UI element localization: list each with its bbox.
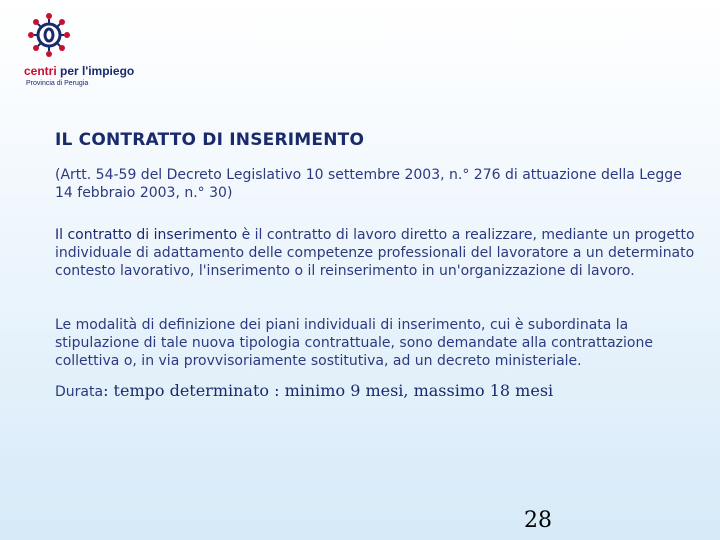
- logo-emblem-icon: [26, 12, 72, 62]
- logo-brand: [24, 64, 134, 78]
- definition-text: è il contratto di lavoro diretto a realizzare, mediante un progetto individuale di adattamento delle competenze professionali del lavoratore a un determinato contesto lavorativo, l'inserimento o il reinserimento in un'organizzazione di lavoro.: [55, 227, 695, 279]
- slide-content: [55, 130, 695, 401]
- durata-label: Durata: [55, 384, 104, 400]
- centri-per-impiego-logo: [18, 12, 135, 92]
- slide-title: IL CONTRATTO DI INSERIMENTO: [55, 130, 365, 150]
- durata-value: : tempo determinato : minimo 9 mesi, massimo 18 mesi: [103, 381, 554, 400]
- durata-line: [55, 382, 695, 401]
- definition-lead: Il contratto di inserimento: [55, 227, 238, 243]
- definition-paragraph: [55, 226, 695, 280]
- logo-brand-part1: centri: [24, 64, 57, 78]
- page-number: 28: [524, 508, 552, 533]
- logo-subtitle: Provincia di Perugia: [26, 80, 89, 87]
- legal-reference: (Artt. 54-59 del Decreto Legislativo 10 settembre 2003, n.° 276 di attuazione della Legge 14 febbraio 2003, n.° 30): [55, 167, 682, 201]
- logo-brand-part2: per l'impiego: [60, 64, 135, 78]
- modalita-paragraph: Le modalità di definizione dei piani individuali di inserimento, cui è subordinata la stipulazione di tale nuova tipologia contrattuale, sono demandate alla contrattazione collettiva o, in via provvisoriamente sostitutiva, ad un decreto ministeriale.: [55, 317, 653, 369]
